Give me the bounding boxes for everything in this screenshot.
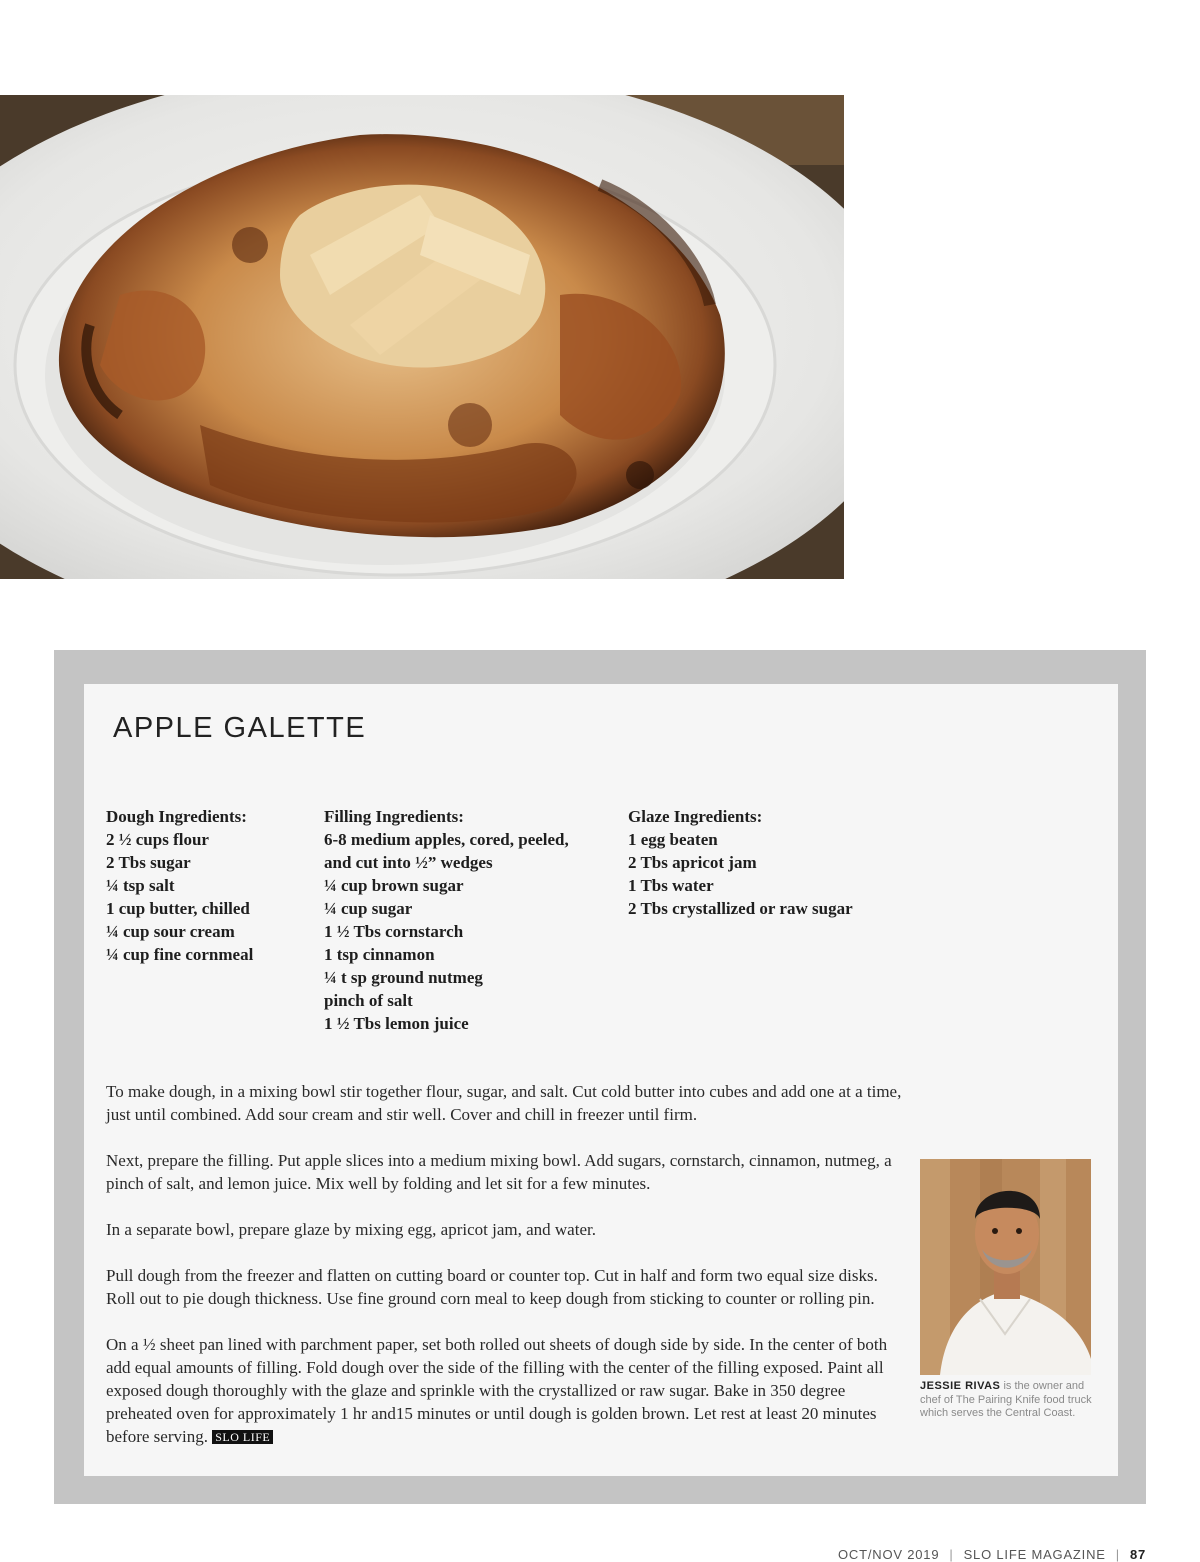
ingredient-item: 1 cup butter, chilled bbox=[106, 899, 250, 918]
footer-divider: | bbox=[949, 1547, 954, 1562]
ingredient-item: ¼ cup sour cream bbox=[106, 922, 235, 941]
glaze-heading: Glaze Ingredients: bbox=[628, 807, 763, 826]
dough-ingredients bbox=[106, 805, 253, 966]
dough-heading: Dough Ingredients: bbox=[106, 807, 247, 826]
ingredient-item: 6-8 medium apples, cored, peeled, bbox=[324, 830, 569, 849]
chef-portrait bbox=[920, 1159, 1091, 1375]
instruction-paragraph: To make dough, in a mixing bowl stir together flour, sugar, and salt. Cut cold butter into cubes and add one at a time, just until combined. Add sour cream and stir well. Cover and chill in freezer until firm. bbox=[106, 1082, 902, 1124]
issue-date: OCT/NOV 2019 bbox=[838, 1547, 940, 1562]
filling-ingredients bbox=[324, 805, 569, 1035]
page-number: 87 bbox=[1129, 1547, 1146, 1562]
ingredient-item: ¼ tsp salt bbox=[106, 876, 175, 895]
glaze-ingredients bbox=[628, 805, 853, 920]
ingredient-item: 1 tsp cinnamon bbox=[324, 945, 435, 964]
ingredient-item: 2 Tbs crystallized or raw sugar bbox=[628, 899, 853, 918]
footer-divider: | bbox=[1115, 1547, 1120, 1562]
ingredient-item: ¼ cup fine cornmeal bbox=[106, 945, 254, 964]
instruction-paragraph: Next, prepare the filling. Put apple slices into a medium mixing bowl. Add sugars, cornstarch, cinnamon, nutmeg, a pinch of salt, and lemon juice. Mix well by folding and let sit for a few minutes. bbox=[106, 1151, 892, 1193]
ingredient-item: and cut into ½” wedges bbox=[324, 853, 493, 872]
ingredient-item: 1 Tbs water bbox=[628, 876, 714, 895]
ingredient-item: ¼ t sp ground nutmeg bbox=[324, 968, 483, 987]
ingredient-item: 2 Tbs apricot jam bbox=[628, 853, 757, 872]
page-footer bbox=[838, 1547, 1146, 1562]
ingredient-item: 1 egg beaten bbox=[628, 830, 718, 849]
slo-life-end-mark: SLO LIFE bbox=[212, 1430, 273, 1444]
chef-caption bbox=[920, 1380, 1095, 1421]
instruction-text: On a ½ sheet pan lined with parchment paper, set both rolled out sheets of dough side by side. In the center of both add equal amounts of filling. Fold dough over the side of the filling with the center of the filling exposed. Paint all exposed dough thoroughly with the glaze and sprinkle with the crystallized or raw sugar. Bake in 350 degree preheated oven for approximately 1 hr and15 minutes or until dough is golden brown. Let rest at least 20 minutes before serving. bbox=[106, 1335, 888, 1446]
instruction-paragraph: Pull dough from the freezer and flatten on cutting board or counter top. Cut in half and form two equal size disks. Roll out to pie dough thickness. Use fine ground corn meal to keep dough from sticking to counter or rolling pin. bbox=[106, 1266, 878, 1308]
ingredient-item: 1 ½ Tbs cornstarch bbox=[324, 922, 464, 941]
ingredient-item: 1 ½ Tbs lemon juice bbox=[324, 1014, 469, 1033]
recipe-title: APPLE GALETTE bbox=[113, 712, 367, 744]
instruction-paragraph: In a separate bowl, prepare glaze by mixing egg, apricot jam, and water. bbox=[106, 1220, 596, 1239]
chef-bio: is the owner and chef of The Pairing Knife food truck which serves the Central Coast. bbox=[920, 1380, 1092, 1419]
ingredient-item: 2 Tbs sugar bbox=[106, 853, 191, 872]
magazine-name: SLO LIFE MAGAZINE bbox=[963, 1547, 1106, 1562]
ingredient-item: pinch of salt bbox=[324, 991, 413, 1010]
instruction-paragraph-last bbox=[106, 1333, 911, 1448]
recipe-instructions bbox=[106, 1080, 911, 1471]
chef-name: JESSIE RIVAS bbox=[920, 1380, 1001, 1392]
ingredient-item: 2 ½ cups flour bbox=[106, 830, 209, 849]
ingredient-item: ¼ cup brown sugar bbox=[324, 876, 464, 895]
apple-galette-photo bbox=[0, 95, 844, 579]
ingredient-item: ¼ cup sugar bbox=[324, 899, 413, 918]
filling-heading: Filling Ingredients: bbox=[324, 807, 464, 826]
